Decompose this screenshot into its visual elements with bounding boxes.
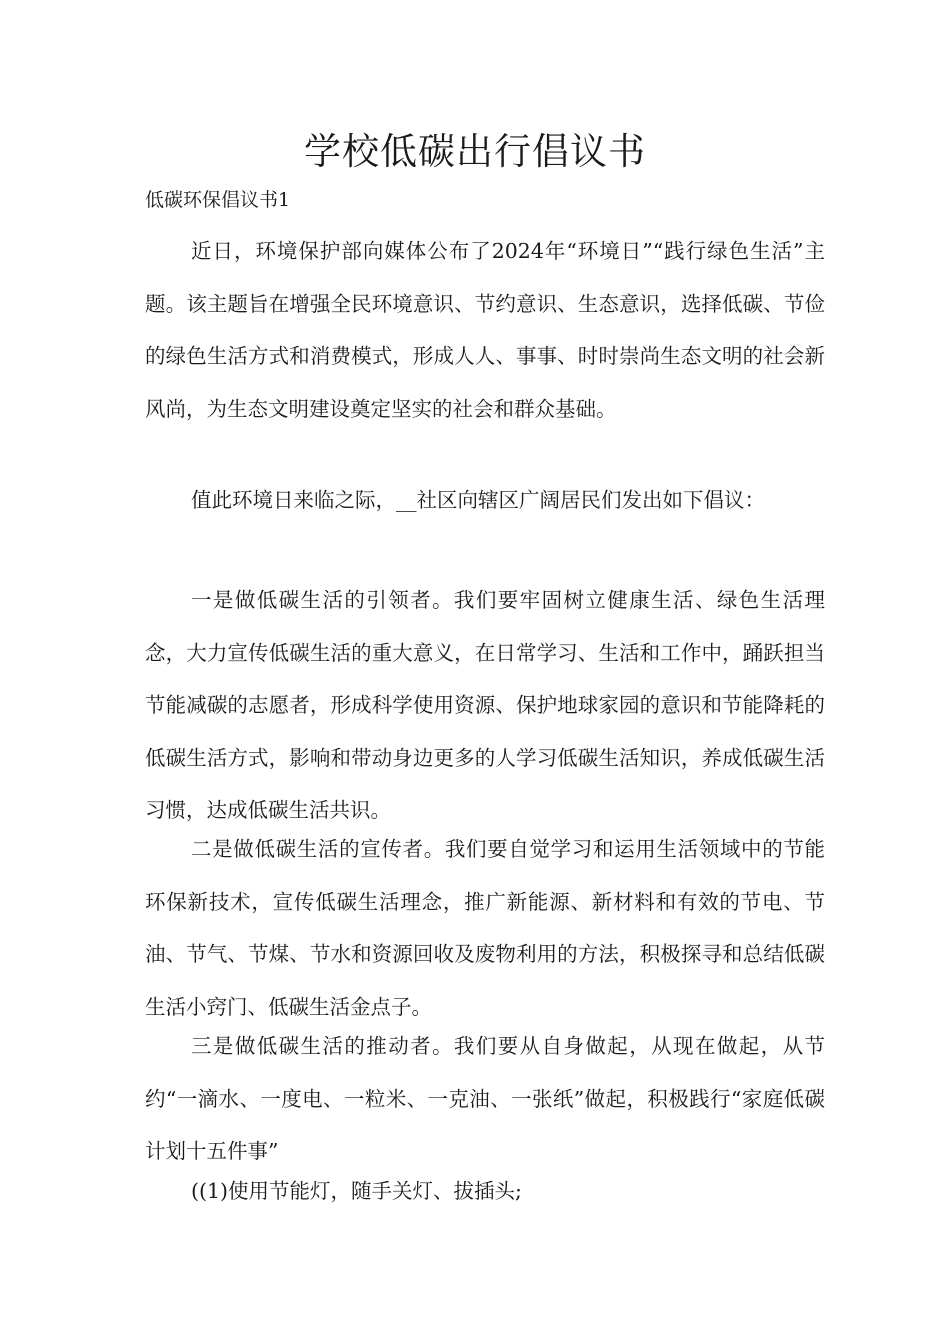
- paragraph: 三是做低碳生活的推动者。我们要从自身做起，从现在做起，从节约“一滴水、一度电、一粒米、一克油、一张纸”做起，积极践行“家庭低碳计划十五件事”: [145, 1034, 825, 1163]
- paragraph: 值此环境日来临之际，__社区向辖区广阔居民们发出如下倡议：: [191, 488, 765, 512]
- document-title: 学校低碳出行倡议书: [304, 130, 646, 173]
- paragraph: 一是做低碳生活的引领者。我们要牢固树立健康生活、绿色生活理念，大力宣传低碳生活的重大意义，在日常学习、生活和工作中，踊跃担当节能减碳的志愿者，形成科学使用资源、保护地球家园的意识和节能降耗的低碳生活方式，影响和带动身边更多的人学习低碳生活知识，养成低碳生活习惯，达成低碳生活共识。: [145, 588, 825, 822]
- paragraph: ((1)使用节能灯，随手关灯、拔插头;: [191, 1179, 522, 1203]
- paragraph: 二是做低碳生活的宣传者。我们要自觉学习和运用生活领域中的节能环保新技术，宣传低碳生活理念，推广新能源、新材料和有效的节电、节油、节气、节煤、节水和资源回收及废物利用的方法，积极探寻和总结低碳生活小窍门、低碳生活金点子。: [145, 837, 825, 1019]
- document-subtitle: 低碳环保倡议书1: [145, 189, 291, 211]
- paragraph: 近日，环境保护部向媒体公布了2024年“环境日”“践行绿色生活”主题。该主题旨在增强全民环境意识、节约意识、生态意识，选择低碳、节俭的绿色生活方式和消费模式，形成人人、事事、时时崇尚生态文明的社会新风尚，为生态文明建设奠定坚实的社会和群众基础。: [145, 239, 825, 421]
